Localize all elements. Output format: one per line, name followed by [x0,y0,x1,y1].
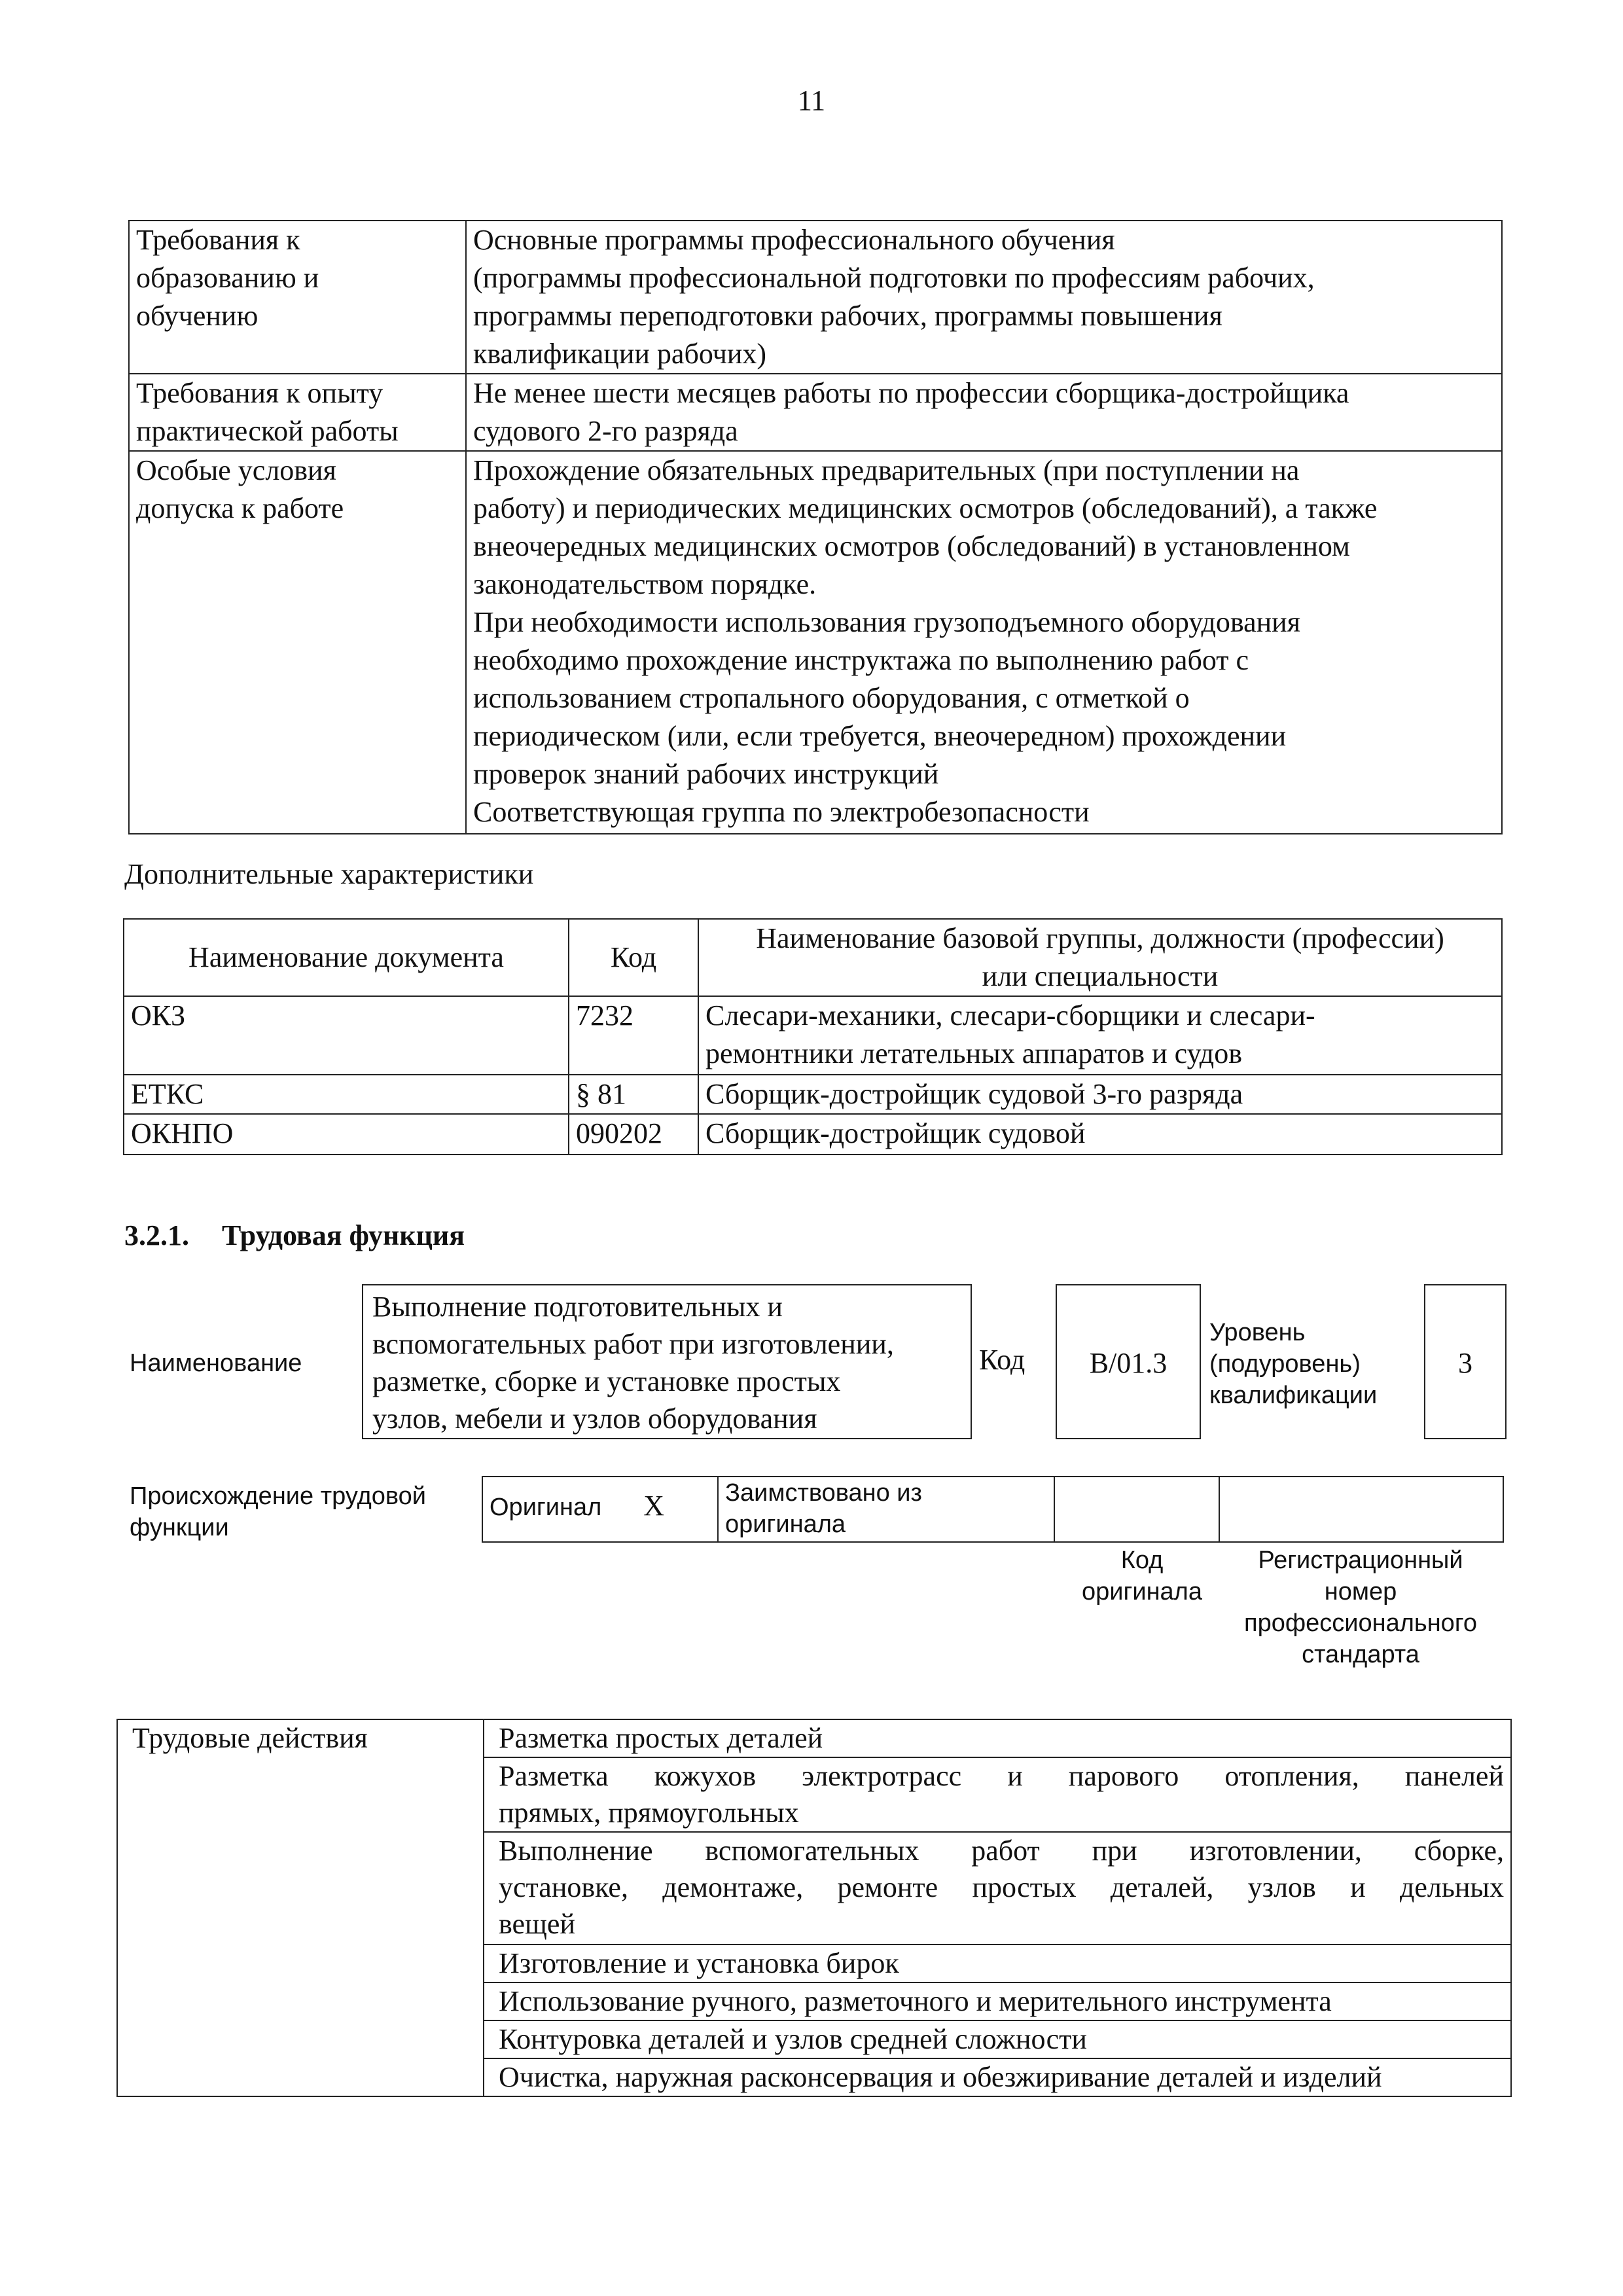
function-name-box [362,1284,972,1439]
action-item: Изготовление и установка бирок [484,1945,1511,1982]
level-label-line: квалификации [1209,1382,1378,1409]
function-name-line: разметке, сборке и установке простых [372,1365,841,1397]
action-line: Выполнение вспомогательных работ при изготовлении, сборке, [499,1835,1504,1867]
value-line: Основные программы профессионального обучения [473,224,1115,256]
value-line: судового 2-го разряда [473,415,738,447]
name-cell [698,996,1502,1075]
section-title: Трудовая функция [222,1219,465,1251]
code-caption-line: Код [1120,1547,1164,1574]
reg-caption-line: Регистрационный [1258,1547,1463,1574]
value-line: необходимо прохождение инструктажа по выполнению работ с [473,644,1249,676]
original-label: Оригинал [490,1494,602,1521]
name-line: ремонтники летательных аппаратов и судов [705,1037,1242,1069]
value-line: программы переподготовки рабочих, программы повышения [473,300,1222,332]
function-name-label: Наименование [130,1350,302,1377]
requirement-value [466,374,1502,451]
function-name-line: узлов, мебели и узлов оборудования [372,1403,817,1435]
action-item: Использование ручного, разметочного и мерительного инструмента [484,1982,1511,2020]
value-line: (программы профессиональной подготовки по профессиям рабочих, [473,262,1315,294]
action-item: Разметка простых деталей [484,1719,1511,1757]
name-cell: Сборщик-достройщик судовой 3-го разряда [698,1075,1502,1114]
header-document: Наименование документа [124,919,569,996]
origin-label-line: функции [130,1514,229,1541]
value-line: работу) и периодических медицинских осмотров (обследований), а также [473,492,1378,524]
action-line: прямых, прямоугольных [499,1797,799,1829]
value-line: использованием стропального оборудования, с отметкой о [473,682,1190,714]
additional-row [124,996,1502,1075]
function-level-label [1209,1317,1377,1411]
code-cell: 090202 [569,1114,698,1155]
section-heading [124,1219,465,1252]
requirement-label [129,221,466,374]
requirements-table [128,220,1503,834]
action-row [117,1719,1511,1757]
value-line: Не менее шести месяцев работы по профессии сборщика-достройщика [473,377,1349,409]
borrowed-line: оригинала [725,1511,846,1538]
origin-row [482,1477,1503,1542]
name-line: Слесари-механики, слесари-сборщики и слесари- [705,999,1315,1031]
additional-row [124,1075,1502,1114]
origin-label [130,1480,426,1543]
action-item [484,1757,1511,1832]
level-label-line: Уровень [1209,1319,1306,1346]
label-line: образованию и [136,262,319,294]
origin-table [482,1476,1504,1543]
action-item: Контуровка деталей и узлов средней сложности [484,2020,1511,2058]
additional-row [124,1114,1502,1155]
label-line: допуска к работе [136,492,344,524]
value-line: проверок знаний рабочих инструкций [473,758,939,790]
function-name-line: вспомогательных работ при изготовлении, [372,1328,894,1360]
function-code-box [1056,1284,1201,1439]
doc-cell: ОКНПО [124,1114,569,1155]
origin-label-line: Происхождение трудовой [130,1482,426,1510]
original-mark: X [643,1490,665,1522]
origin-original-cell [482,1477,718,1542]
page-number: 11 [797,84,826,117]
action-line: вещей [499,1908,576,1940]
additional-title: Дополнительные характеристики [124,858,534,890]
level-label-line: (подуровень) [1209,1350,1361,1378]
requirement-row-experience [129,374,1502,451]
requirement-label [129,374,466,451]
function-name-line: Выполнение подготовительных и [372,1291,783,1323]
value-line: законодательством порядке. [473,568,817,600]
origin-reg-caption [1219,1545,1503,1670]
doc-cell: ЕТКС [124,1075,569,1114]
label-line: обучению [136,300,259,332]
reg-caption-line: стандарта [1302,1641,1419,1668]
code-caption-line: оригинала [1081,1578,1202,1605]
origin-reg-number-cell [1219,1477,1503,1542]
function-code-value: B/01.3 [1089,1347,1168,1379]
borrowed-line: Заимствовано из [725,1479,922,1507]
labor-actions-table [116,1719,1512,2097]
origin-code-caption [1060,1545,1224,1607]
label-line: Требования к опыту [136,377,383,409]
function-code-label: Код [979,1344,1026,1376]
actions-label: Трудовые действия [117,1719,484,2096]
header-line: Наименование базовой группы, должности (профессии) [756,922,1444,954]
origin-code-cell [1054,1477,1219,1542]
label-line: Требования к [136,224,300,256]
doc-cell: ОКЗ [124,996,569,1075]
value-line: При необходимости использования грузоподъемного оборудования [473,606,1300,638]
function-level-value: 3 [1458,1347,1472,1379]
requirement-value [466,451,1502,834]
section-number: 3.2.1. [124,1219,189,1251]
requirement-value [466,221,1502,374]
header-base-group [698,919,1502,996]
action-item: Очистка, наружная расконсервация и обезжиривание деталей и изделий [484,2058,1511,2096]
header-code: Код [569,919,698,996]
code-cell: § 81 [569,1075,698,1114]
name-cell: Сборщик-достройщик судовой [698,1114,1502,1155]
reg-caption-line: номер [1324,1578,1397,1605]
value-line: внеочередных медицинских осмотров (обследований) в установленном [473,530,1350,562]
function-level-box [1424,1284,1507,1439]
requirement-row-special-conditions [129,451,1502,834]
requirement-row-education [129,221,1502,374]
action-line: установке, демонтаже, ремонте простых деталей, узлов и дельных [499,1871,1504,1903]
value-line: периодическом (или, если требуется, внеочередном) прохождении [473,720,1287,752]
value-line: Прохождение обязательных предварительных (при поступлении на [473,454,1300,486]
additional-table [123,918,1503,1155]
action-item [484,1832,1511,1945]
value-line: Соответствующая группа по электробезопасности [473,796,1090,828]
label-line: практической работы [136,415,399,447]
value-line: квалификации рабочих) [473,338,767,370]
reg-caption-line: профессионального [1244,1609,1477,1637]
additional-header-row [124,919,1502,996]
label-line: Особые условия [136,454,336,486]
origin-borrowed-cell [718,1477,1054,1542]
code-cell: 7232 [569,996,698,1075]
header-line: или специальности [982,960,1219,992]
action-line: Разметка кожухов электротрасс и парового отопления, панелей [499,1760,1504,1792]
requirement-label [129,451,466,834]
